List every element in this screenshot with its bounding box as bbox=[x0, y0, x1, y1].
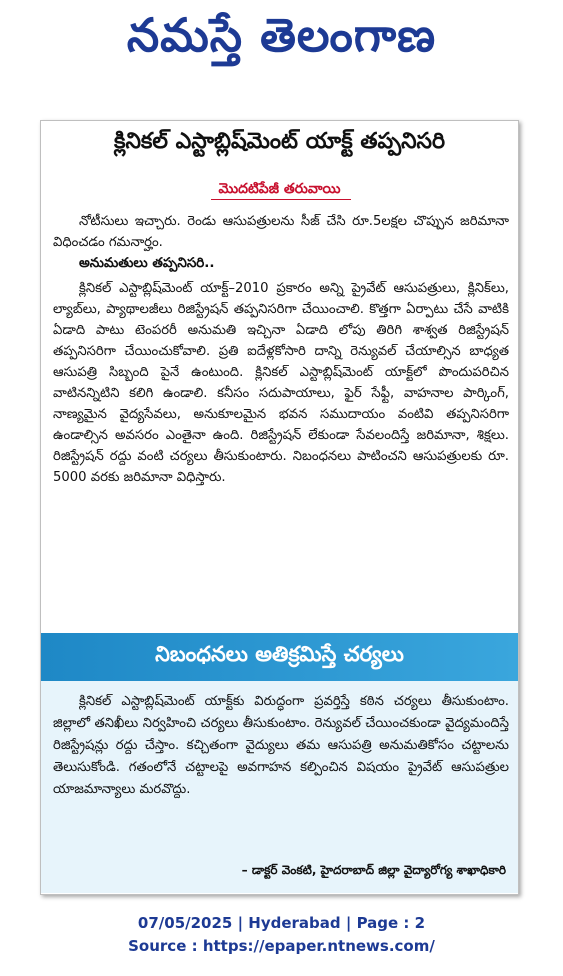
kicker-underline bbox=[211, 199, 351, 200]
article-kicker: మొదటిపేజీ తరువాయి bbox=[218, 181, 341, 197]
article-paragraph-1: నోటీసులు ఇచ్చారు. రెండు ఆసుపత్రులను సీజ్ చేసి రూ.5లక్షల చొప్పున జరిమానా విధించడం గమనార్హం. bbox=[53, 214, 509, 250]
quote-box-paragraph: క్లినికల్ ఎస్టాబ్లిష్‌మెంట్ యాక్ట్‌కు విరుద్ధంగా ప్రవర్తిస్తే కఠిన చర్యలు తీసుకుంటాం. జిల్లాలో తనిఖీలు నిర్వహించి చర్యలు తీసుకుంటాం. రెన్యువల్ చేయించకుండా వైద్యమందిస్తే రిజిస్ట్రేషన్లు రద్దు చేస్తాం. కచ్చితంగా వైద్యులు తమ ఆసుపత్రి అనుమతికోసం చట్టాలను తెలుసుకోండి. గతంలోనే చట్టాలపై అవగాహన కల్పించిన విషయం ప్రైవేట్ ఆసుపత్రుల యాజమాన్యాలు మరవొద్దు. bbox=[53, 694, 509, 797]
footer-source: Source : https://epaper.ntnews.com/ bbox=[128, 937, 435, 955]
newspaper-logo: నమస్తే తెలంగాణ bbox=[126, 8, 437, 62]
quote-box bbox=[41, 633, 518, 893]
quote-attribution: – డాక్టర్ వెంకటి, హైదరాబాద్ జిల్లా వైద్యారోగ్య శాఖాధికారి bbox=[241, 863, 506, 877]
article-subheading: అనుమతులు తప్పనిసరి.. bbox=[79, 255, 215, 271]
article-headline: క్లినికల్ ఎస్టాబ్లిష్‌మెంట్ యాక్ట్ తప్పనిసరి bbox=[113, 129, 446, 154]
footer-dateline: 07/05/2025 | Hyderabad | Page : 2 bbox=[137, 914, 426, 932]
article-paragraph-2: క్లినికల్ ఎస్టాబ్లిష్‌మెంట్ యాక్ట్–2010 ప్రకారం అన్ని ప్రైవేట్ ఆసుపత్రులు, క్లినిక్‌లు, ల్యాబ్‌లు, ప్యాథాలజీలు రిజిస్ట్రేషన్ తప్పనిసరిగా చేయించాలి. కొత్తగా ఏర్పాటు చేసే వాటికి ఏడాది పాటు టెంపరరీ అనుమతి ఇచ్చినా ఏడాది లోపు తిరిగి శాశ్వత రిజిస్ట్రేషన్ తప్పనిసరిగా చేయించుకోవాలి. ప్రతి ఐదేళ్లకోసారి దాన్ని రెన్యువల్ చేయాల్సిన బాధ్యత ఆసుపత్రి సిబ్బంది పైనే ఉంటుంది. క్లినికల్ ఎస్టాబ్లిష్‌మెంట్ యాక్ట్‌లో పొందుపరిచిన వాటినన్నిటిని కలిగి ఉండాలి. కనీసం సదుపాయాలు, ఫైర్ సేఫ్టీ, వాహనాల పార్కింగ్, నాణ్యమైన వైద్యసేవలు, అనుకూలమైన భవన సముదాయం వంటివి తప్పనిసరిగా ఉండాల్సిన అవసరం ఎంతైనా ఉంది. రిజిస్ట్రేషన్ లేకుండా సేవలందిస్తే జరిమానా, శిక్షలు. రిజిస్ట్రేషన్ రద్దు వంటి చర్యలు తీసుకుంటారు. నిబంధనలు పాటించని ఆసుపత్రులకు రూ. 5000 వరకు జరిమానా విధిస్తారు. bbox=[53, 281, 509, 485]
quote-box-title: నిబంధనలు అతిక్రమిస్తే చర్యలు bbox=[41, 633, 518, 681]
masthead bbox=[0, 0, 563, 82]
article-clipping bbox=[40, 120, 519, 895]
